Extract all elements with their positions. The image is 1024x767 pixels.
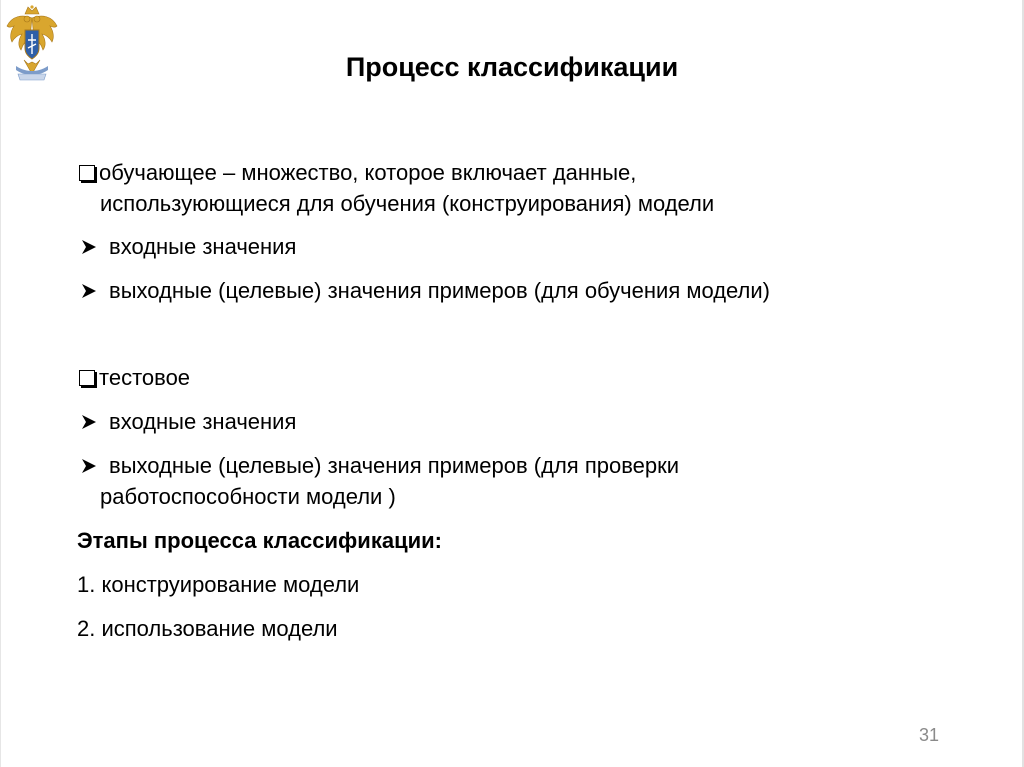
test-bullet: [77, 364, 190, 392]
test-item-label: выходные (целевые) значения примеров (для проверки: [109, 453, 680, 478]
stage-item: 2. использование модели: [77, 616, 338, 641]
training-item-label: выходные (целевые) значения примеров (для обучения модели): [109, 278, 771, 303]
training-bullet-cont: [77, 190, 714, 218]
arrow-bullet-icon: [81, 414, 97, 430]
slide-title: Процесс классификации: [345, 52, 679, 82]
test-item-label: входные значения: [109, 409, 297, 434]
square-bullet-icon: [79, 370, 95, 386]
arrow-bullet-icon: [81, 458, 97, 474]
test-item: [77, 408, 296, 436]
arrow-bullet-icon: [81, 283, 97, 299]
training-item: [77, 277, 770, 305]
test-item-cont: [77, 483, 396, 511]
training-item: [77, 233, 296, 261]
stage-item: 1. конструирование модели: [77, 572, 360, 597]
training-bullet: [77, 159, 636, 187]
page-number: 31: [919, 725, 940, 745]
test-item-label-cont: работоспособности модели ): [100, 484, 396, 509]
arrow-bullet-icon: [81, 239, 97, 255]
training-item-label: входные значения: [109, 234, 297, 259]
training-line-2: используюющиеся для обучения (конструирования) модели: [100, 191, 715, 216]
test-label: тестовое: [99, 365, 191, 390]
slide-edge-left: [0, 0, 1, 767]
training-line-1: обучающее – множество, которое включает данные,: [99, 160, 637, 185]
stages-heading: Этапы процесса классификации:: [77, 528, 442, 553]
test-item: [77, 452, 679, 480]
square-bullet-icon: [79, 165, 95, 181]
